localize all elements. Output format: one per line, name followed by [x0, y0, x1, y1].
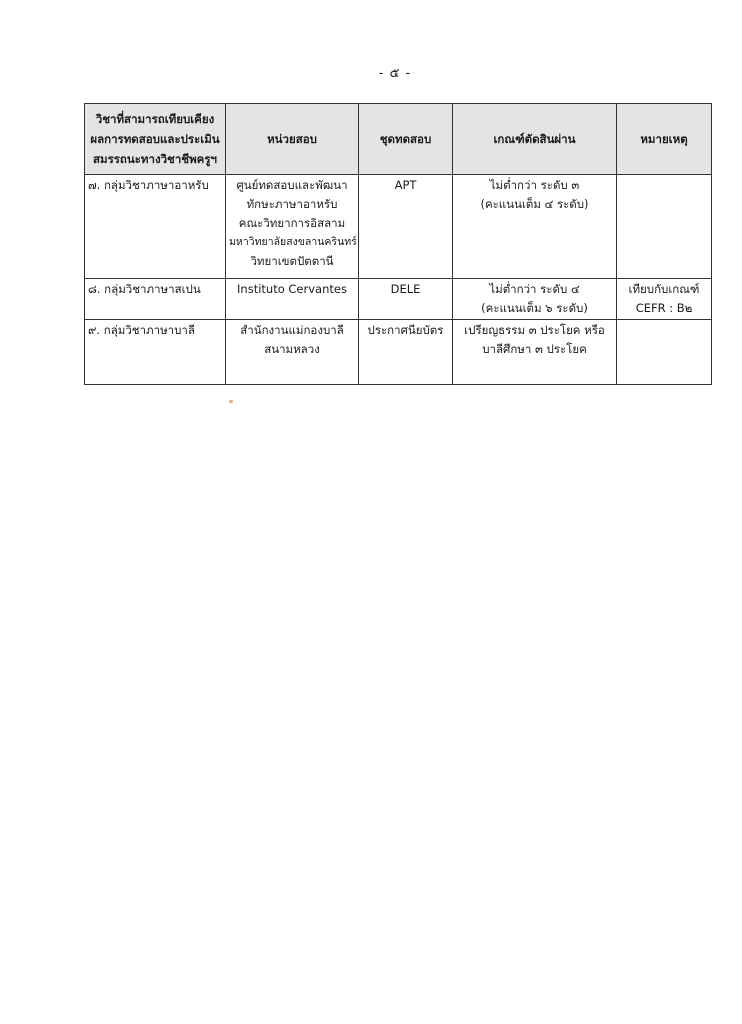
criteria-line: (คะแนนเต็ม ๔ ระดับ): [480, 197, 589, 211]
header-provider: หน่วยสอบ: [226, 104, 359, 175]
provider-line: ศูนย์ทดสอบและพัฒนา: [236, 178, 348, 192]
provider-line: วิทยาเขตปัตตานี: [250, 254, 334, 268]
criteria-line: บาลีศึกษา ๓ ประโยค: [482, 342, 587, 356]
cell-test: APT: [359, 175, 453, 279]
cell-test: DELE: [359, 279, 453, 320]
remark-line: CEFR : B๒: [635, 301, 693, 315]
cell-provider: Instituto Cervantes: [226, 279, 359, 320]
cell-remark: [617, 320, 712, 385]
criteria-line: ไม่ต่ำกว่า ระดับ ๓: [489, 178, 580, 192]
cell-subject: ๙. กลุ่มวิชาภาษาบาลี: [85, 320, 226, 385]
provider-line: สนามหลวง: [264, 342, 320, 356]
cell-provider: [226, 320, 359, 385]
criteria-line: เปรียญธรรม ๓ ประโยค หรือ: [464, 323, 605, 337]
cell-criteria: [453, 320, 617, 385]
table-header-row: [85, 104, 712, 175]
criteria-line: (คะแนนเต็ม ๖ ระดับ): [481, 301, 588, 315]
header-subject-line: สมรรถนะทางวิชาชีพครูฯ: [92, 152, 218, 166]
table-row: [85, 320, 712, 385]
cell-remark: [617, 279, 712, 320]
cell-subject: ๗. กลุ่มวิชาภาษาอาหรับ: [85, 175, 226, 279]
header-test: ชุดทดสอบ: [359, 104, 453, 175]
header-subject-line: วิชาที่สามารถเทียบเคียง: [95, 112, 215, 126]
criteria-line: ไม่ต่ำกว่า ระดับ ๔: [489, 282, 580, 296]
header-subject: [85, 104, 226, 175]
header-remark: หมายเหตุ: [617, 104, 712, 175]
provider-line: ทักษะภาษาอาหรับ: [246, 197, 338, 211]
cell-criteria: [453, 175, 617, 279]
provider-line: คณะวิทยาการอิสลาม: [238, 216, 346, 230]
table-row: [85, 279, 712, 320]
header-subject-line: ผลการทดสอบและประเมิน: [90, 132, 220, 146]
cell-test: ประกาศนียบัตร: [359, 320, 453, 385]
cell-criteria: [453, 279, 617, 320]
cell-subject: ๘. กลุ่มวิชาภาษาสเปน: [85, 279, 226, 320]
header-criteria: เกณฑ์ตัดสินผ่าน: [453, 104, 617, 175]
remark-line: เทียบกับเกณฑ์: [628, 282, 700, 296]
comparison-criteria-table: [84, 103, 712, 385]
page-number: - ๕ -: [378, 66, 412, 81]
provider-line: มหาวิทยาลัยสงขลานครินทร์: [229, 236, 357, 248]
cell-provider: [226, 175, 359, 279]
table-row: [85, 175, 712, 279]
cell-remark: [617, 175, 712, 279]
provider-line: สำนักงานแม่กองบาลี: [240, 323, 344, 337]
ink-mark: [229, 400, 233, 403]
